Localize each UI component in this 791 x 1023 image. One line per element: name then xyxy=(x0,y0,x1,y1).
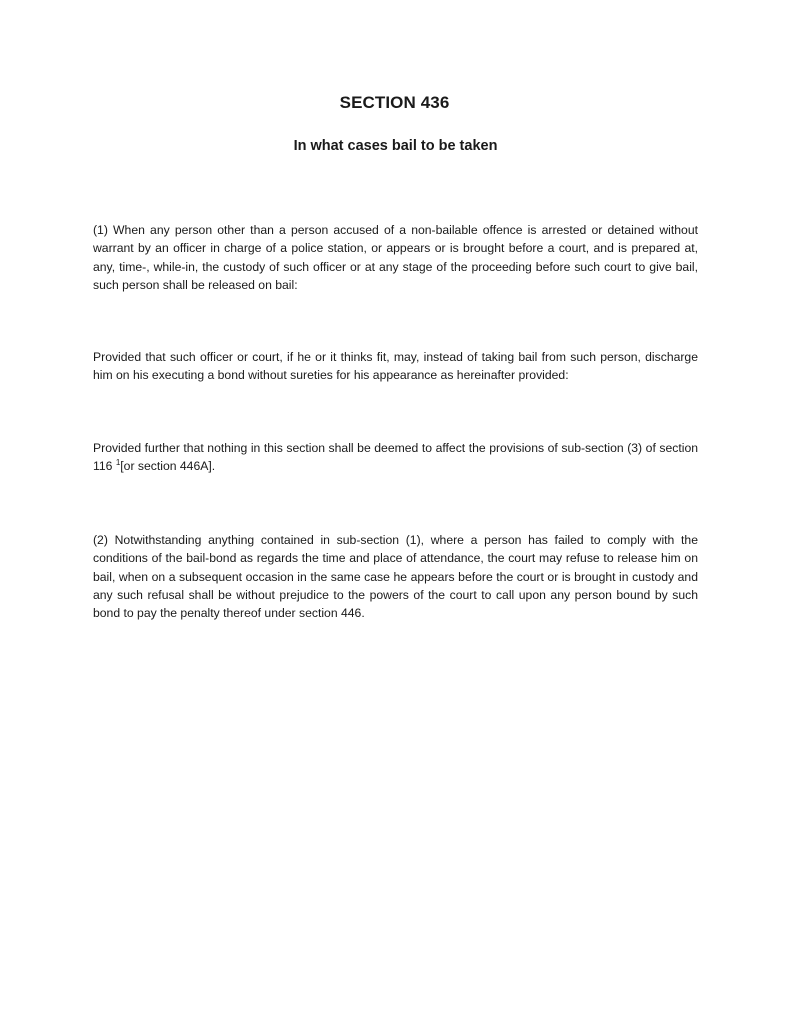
paragraph-subsection-2: (2) Notwithstanding anything contained in sub-section (1), where a person has failed to comply with the conditions of the bail-bond as regards the time and place of attendance, the court may refuse to release him on bail, when on a subsequent occasion in the same case he appears before the court or is brought in custody and any such refusal shall be without prejudice to the powers of the court to call upon any person bound by such bond to pay the penalty thereof under section 446. xyxy=(93,533,698,621)
paragraph-subsection-1: (1) When any person other than a person accused of a non-bailable offence is arrested or detained without warrant by an officer in charge of a police station, or appears or is brought before a court, and is prepared at, any, time-, while-in, the custody of such officer or at any stage of the proceeding before such court to give bail, such person shall be released on bail: xyxy=(93,223,698,292)
proviso-amendment-text: [or section 446A]. xyxy=(120,459,216,474)
paragraph-first-proviso: Provided that such officer or court, if he or it thinks fit, may, instead of taking bail from such person, discharge him on his executing a bond without sureties for his appearance as hereinafter provided: xyxy=(93,350,698,383)
footnote-marker: 1 xyxy=(115,458,121,468)
section-title-text: SECTION 436 xyxy=(339,93,450,112)
section-title xyxy=(0,93,791,113)
paragraph-second-proviso xyxy=(93,439,698,476)
section-subtitle: In what cases bail to be taken xyxy=(293,138,498,154)
proviso-text: Provided further that nothing in this section shall be deemed to affect the provisions of sub-section (3) of section 116 xyxy=(93,441,698,474)
